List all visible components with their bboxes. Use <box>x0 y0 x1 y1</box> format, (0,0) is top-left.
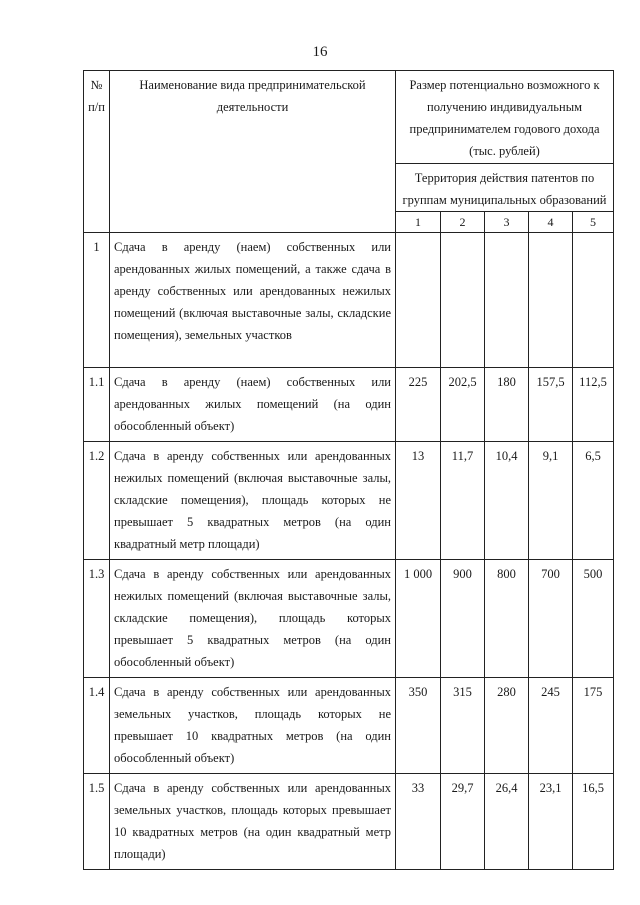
activity-name: Сдача в аренду собственных или арендованных земельных участков, площадь которых превышает 10 квадратных метров (на один квадратный метр площади) <box>110 774 396 870</box>
value-group-5: 500 <box>573 560 614 678</box>
activity-name: Сдача в аренду собственных или арендованных нежилых помещений (включая выставочные залы, складские помещения), площадь которых превышает 5 квадратных метров (на один обособленный объект) <box>110 560 396 678</box>
patent-income-table <box>83 70 614 870</box>
group-number-2: 2 <box>441 212 485 233</box>
header-activity-name: Наименование вида предпринимательской деятельности <box>110 71 396 233</box>
value-group-1 <box>396 233 441 368</box>
value-group-4: 157,5 <box>529 368 573 442</box>
header-territory: Территория действия патентов по группам муниципальных образований <box>396 164 614 212</box>
table-row <box>84 442 614 560</box>
value-group-5: 112,5 <box>573 368 614 442</box>
value-group-2 <box>441 233 485 368</box>
group-number-4: 4 <box>529 212 573 233</box>
activity-name: Сдача в аренду собственных или арендованных нежилых помещений (включая выставочные залы, складские помещения), площадь которых не превышает 5 квадратных метров (на один квадратный метр площади) <box>110 442 396 560</box>
value-group-2: 29,7 <box>441 774 485 870</box>
row-number: 1 <box>84 233 110 368</box>
activity-name: Сдача в аренду (наем) собственных или арендованных жилых помещений (на один обособленный объект) <box>110 368 396 442</box>
value-group-4: 245 <box>529 678 573 774</box>
group-number-1: 1 <box>396 212 441 233</box>
value-group-3 <box>485 233 529 368</box>
value-group-2: 315 <box>441 678 485 774</box>
value-group-1: 350 <box>396 678 441 774</box>
value-group-5: 6,5 <box>573 442 614 560</box>
value-group-5 <box>573 233 614 368</box>
value-group-3: 280 <box>485 678 529 774</box>
header-num-column: № п/п <box>84 71 110 233</box>
value-group-1: 13 <box>396 442 441 560</box>
value-group-1: 225 <box>396 368 441 442</box>
value-group-2: 202,5 <box>441 368 485 442</box>
value-group-1: 33 <box>396 774 441 870</box>
value-group-4: 23,1 <box>529 774 573 870</box>
row-number: 1.5 <box>84 774 110 870</box>
value-group-5: 16,5 <box>573 774 614 870</box>
value-group-4: 700 <box>529 560 573 678</box>
value-group-5: 175 <box>573 678 614 774</box>
value-group-3: 26,4 <box>485 774 529 870</box>
activity-name: Сдача в аренду собственных или арендованных земельных участков, площадь которых не превышает 10 квадратных метров (на один обособленный объект) <box>110 678 396 774</box>
value-group-4: 9,1 <box>529 442 573 560</box>
value-group-2: 11,7 <box>441 442 485 560</box>
page-number: 16 <box>312 44 328 60</box>
value-group-1: 1 000 <box>396 560 441 678</box>
table-row <box>84 233 614 368</box>
value-group-4 <box>529 233 573 368</box>
row-number: 1.2 <box>84 442 110 560</box>
value-group-3: 800 <box>485 560 529 678</box>
table-row <box>84 368 614 442</box>
row-number: 1.1 <box>84 368 110 442</box>
activity-name: Сдача в аренду (наем) собственных или арендованных жилых помещений, а также сдача в аренду собственных или арендованных нежилых помещений (включая выставочные залы, складские помещения), земельных участков <box>110 233 396 368</box>
table-row <box>84 560 614 678</box>
table-row <box>84 678 614 774</box>
value-group-3: 10,4 <box>485 442 529 560</box>
row-number: 1.3 <box>84 560 110 678</box>
table-row <box>84 774 614 870</box>
value-group-2: 900 <box>441 560 485 678</box>
row-number: 1.4 <box>84 678 110 774</box>
header-income-size: Размер потенциально возможного к получению индивидуальным предпринимателем годового дохода (тыс. рублей) <box>396 71 614 164</box>
group-number-3: 3 <box>485 212 529 233</box>
value-group-3: 180 <box>485 368 529 442</box>
group-number-5: 5 <box>573 212 614 233</box>
